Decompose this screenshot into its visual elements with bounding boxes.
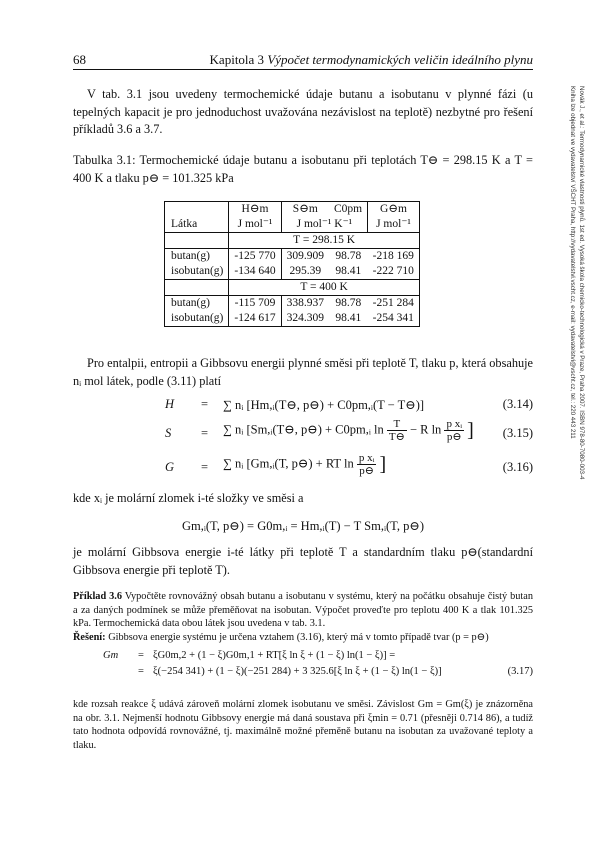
- equation-3-14: [73, 397, 533, 415]
- margin-citation: [556, 86, 586, 686]
- eq-rhs: [223, 452, 386, 477]
- table-row: [165, 264, 420, 280]
- eq-equals: =: [201, 397, 209, 411]
- eq-rhs-part-a: ∑ nᵢ [Gm,ᵢ(T, p⊖) + RT ln: [223, 456, 354, 471]
- section-label-298: T = 298.15 K: [229, 233, 419, 249]
- eq-number: (3.17): [507, 666, 533, 677]
- solution-text: Gibbsova energie systému je určena vztahem (3.16), který má v tomto případě tvar (p = p⊖): [108, 632, 489, 643]
- cell-c: 98.41: [329, 311, 368, 327]
- table-row: [165, 249, 420, 265]
- cell-g: -254 341: [368, 311, 420, 327]
- cell-name: butan(g): [165, 296, 229, 312]
- eq-lhs: G: [165, 460, 175, 474]
- eq-equals: =: [201, 426, 209, 440]
- margin-line-1: Novák J., et al.: Termodynamické vlastnosti plynů. 1st ed. Vysoká škola chemicko-technologická v Praze, Praha 2007. ISBN 978-80-7080-003-4: [578, 86, 585, 480]
- table-row: [165, 296, 420, 312]
- equation-3-15: [73, 418, 533, 448]
- eq-line-1: ξG0m,2 + (1 − ξ)G0m,1 + RT[ξ ln ξ + (1 − ξ) ln(1 − ξ)] =: [153, 650, 396, 661]
- final-paragraph: kde rozsah reakce ξ udává zároveň molární zlomek isobutanu ve směsi. Závislost Gm = Gm(ξ) je znázorněna na obr. 3.1. Nejmenší hodnotu Gibbsovy energie má daná soustava při ξmin = 0.71 (přesněji 0.714 86), a tudíž tato hodnota odpovídá rovnovážné, tj. maximálně možné přeměně butanu na isobutan za uvažované teploty a tlaku.: [73, 699, 533, 751]
- kde-text: kde xᵢ je molární zlomek i-té složky ve směsi a: [73, 491, 304, 505]
- example-3-6: [73, 590, 533, 631]
- row-header-label: Látka: [165, 217, 229, 233]
- example-text: Vypočtěte rovnovážný obsah butanu a isobutanu v systému, který na počátku obsahuje čistý butan a za daných podmínek se může přeměňovat na isobutan. Výpočet proveďte pro teplotu 400 K a tlak 101.325 kPa. Termochemická data obou látek jsou uvedena v tab. 3.1.: [73, 591, 533, 629]
- equation-3-16: [73, 452, 533, 482]
- eq-rhs: ∑ nᵢ [Hm,ᵢ(T⊖, p⊖) + C0pm,ᵢ(T − T⊖)]: [223, 398, 425, 412]
- cell-s: 295.39: [281, 264, 329, 280]
- header-rule: [73, 69, 533, 70]
- section-label-400: T = 400 K: [229, 280, 419, 296]
- eq-lhs: Gm: [103, 650, 119, 661]
- solution: [73, 631, 533, 645]
- section-spacer: [165, 233, 229, 249]
- frac-denominator: T⊖: [388, 431, 405, 443]
- eq-equals-2: =: [138, 666, 144, 677]
- cell-s: 324.309: [281, 311, 329, 327]
- equation-3-17: [73, 650, 533, 686]
- eq-equals: =: [201, 460, 209, 474]
- unit-h: J mol⁻¹: [229, 217, 281, 233]
- frac-denominator: p⊖: [446, 431, 462, 443]
- cell-s: 309.909: [286, 250, 324, 262]
- cell-g: -222 710: [368, 264, 420, 280]
- running-title: [210, 52, 533, 68]
- eq-line-2: ξ(−254 341) + (1 − ξ)(−251 284) + 3 325.6[ξ ln ξ + (1 − ξ) ln(1 − ξ)]: [153, 666, 442, 677]
- margin-line-2: Kniha lze objednat ve vydavatelství VŠCHT Praha, http://vydavatelstvi.vscht.cz, e-mail: vydavatelstvi@vscht.cz, tel.: 220 443 211: [569, 86, 576, 439]
- fraction-pressure: [444, 418, 464, 443]
- eq-number: (3.14): [502, 397, 533, 411]
- cell-h: -124 617: [229, 311, 281, 327]
- running-title-italic: Výpočet termodynamických veličin ideálního plynu: [267, 52, 533, 67]
- frac-denominator: p⊖: [359, 465, 374, 477]
- col-header-s: S⊖m: [281, 202, 329, 218]
- paragraph-molar-gibbs: je molární Gibbsova energie i-té látky při teplotě T a standardním tlaku p⊖(standardní Gibbsova energie při teplotě T).: [73, 545, 533, 577]
- cell-h: -125 770: [229, 249, 281, 265]
- thermo-table: [164, 201, 420, 327]
- running-title-chapter: Kapitola 3: [209, 52, 265, 67]
- molar-gibbs-equation: Gm,ᵢ(T, p⊖) = G0m,ᵢ = Hm,ᵢ(T) − T Sm,ᵢ(T, p⊖): [181, 519, 425, 533]
- fraction-temperature: [387, 418, 407, 443]
- eq-rhs-part-a: ∑ nᵢ [Sm,ᵢ(T⊖, p⊖) + C0pm,ᵢ ln: [223, 422, 384, 437]
- cell-s: 338.937: [286, 297, 324, 309]
- cell-h: -134 640: [229, 264, 281, 280]
- cell-name: isobutan(g): [165, 311, 229, 327]
- unit-g: J mol⁻¹: [368, 217, 420, 233]
- col-header-g: G⊖m: [368, 202, 420, 218]
- solution-label: Řešení:: [73, 632, 106, 643]
- cell-c: 98.78: [335, 250, 362, 262]
- col-header-h: H⊖m: [229, 202, 281, 218]
- eq-number: (3.16): [502, 460, 533, 474]
- intro-paragraph: V tab. 3.1 jsou uvedeny termochemické údaje butanu a isobutanu v plynné fázi (u tepelných kapacit je pro jednoduchost uvažována nezávislost na teplotě) nezbytné pro řešení příkladů 3.6 a 3.7.: [73, 87, 533, 136]
- eq-lhs: S: [165, 426, 172, 440]
- section-spacer: [165, 280, 229, 296]
- table-row: [165, 311, 420, 327]
- frac-numerator: p xᵢ: [358, 452, 375, 464]
- table-caption: Tabulka 3.1: Termochemické údaje butanu a isobutanu při teplotách T⊖ = 298.15 K a T = 400 K a tlaku p⊖ = 101.325 kPa: [73, 153, 533, 185]
- frac-numerator: T: [387, 418, 407, 431]
- cell-name: butan(g): [165, 249, 229, 265]
- fraction-pressure: [357, 452, 377, 477]
- cell-name: isobutan(g): [165, 264, 229, 280]
- right-bracket: ]: [467, 419, 474, 442]
- frac-numerator: p xᵢ: [446, 418, 462, 430]
- eq-rhs-part-b: − R ln: [409, 422, 442, 437]
- eq-equals: =: [138, 650, 144, 661]
- cell-c: 98.41: [329, 264, 368, 280]
- example-label: Příklad 3.6: [73, 591, 122, 602]
- margin-citation-text: [568, 86, 586, 686]
- table-corner: [165, 202, 229, 218]
- col-header-c: C0pm: [329, 202, 368, 218]
- right-bracket: ]: [379, 453, 387, 476]
- eq-lhs: H: [165, 397, 175, 411]
- cell-g: -251 284: [368, 296, 420, 312]
- page-number: 68: [73, 52, 86, 67]
- unit-s-c: J mol⁻¹ K⁻¹: [281, 217, 368, 233]
- eq-rhs: [223, 418, 474, 443]
- paragraph-mixture: Pro entalpii, entropii a Gibbsovu energii plynné směsi při teplotě T, tlaku p, která obsahuje nᵢ mol látek, podle (3.11) platí: [73, 356, 533, 388]
- cell-h: -115 709: [229, 296, 281, 312]
- eq-number: (3.15): [502, 426, 533, 440]
- cell-c: 98.78: [335, 297, 362, 309]
- cell-g: -218 169: [368, 249, 420, 265]
